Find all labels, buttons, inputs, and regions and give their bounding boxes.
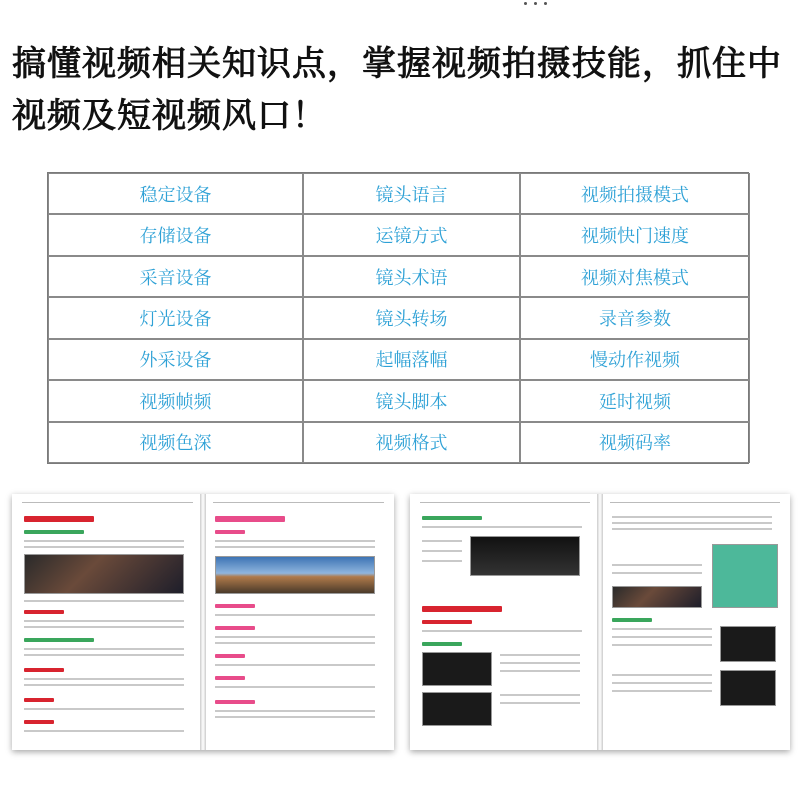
subsection-heading xyxy=(24,530,84,534)
text-line xyxy=(612,572,702,574)
running-header xyxy=(610,502,780,503)
text-line xyxy=(612,682,712,684)
topic-cell: 运镜方式 xyxy=(303,214,520,255)
text-line xyxy=(612,522,772,524)
subsection-heading xyxy=(215,626,255,630)
book-page xyxy=(203,494,394,750)
topic-cell: 录音参数 xyxy=(520,297,750,338)
text-line xyxy=(24,626,184,628)
section-heading xyxy=(422,606,502,612)
running-header xyxy=(22,502,193,503)
topic-cell: 视频色深 xyxy=(48,422,303,463)
text-line xyxy=(24,600,184,602)
topic-cell: 视频格式 xyxy=(303,422,520,463)
text-line xyxy=(612,674,712,676)
text-line xyxy=(500,670,580,672)
topic-cell: 视频帧频 xyxy=(48,380,303,421)
text-line xyxy=(215,642,375,644)
topic-cell: 灯光设备 xyxy=(48,297,303,338)
running-header xyxy=(213,502,384,503)
topic-table xyxy=(47,172,749,464)
text-line xyxy=(422,540,462,542)
topic-cell: 视频码率 xyxy=(520,422,750,463)
text-line xyxy=(24,730,184,732)
photo xyxy=(720,670,776,706)
book-spine xyxy=(597,494,603,750)
section-heading xyxy=(215,516,285,522)
text-line xyxy=(500,662,580,664)
text-line xyxy=(24,654,184,656)
photo xyxy=(720,626,776,662)
running-header xyxy=(420,502,590,503)
topic-cell: 稳定设备 xyxy=(48,173,303,214)
text-line xyxy=(215,686,375,688)
subsection-heading xyxy=(24,698,54,702)
subsection-heading xyxy=(215,654,245,658)
subsection-heading xyxy=(215,700,255,704)
text-line xyxy=(215,636,375,638)
text-line xyxy=(24,684,184,686)
photo xyxy=(24,554,184,594)
topic-cell: 慢动作视频 xyxy=(520,339,750,380)
text-line xyxy=(24,648,184,650)
text-line xyxy=(422,550,462,552)
text-line xyxy=(612,528,772,530)
topic-cell: 存储设备 xyxy=(48,214,303,255)
photo xyxy=(422,692,492,726)
subsection-heading xyxy=(215,604,255,608)
text-line xyxy=(215,614,375,616)
text-line xyxy=(500,694,580,696)
subsection-heading xyxy=(612,618,652,622)
book-spread-right xyxy=(410,494,790,750)
book-page xyxy=(600,494,790,750)
book-spine xyxy=(200,494,206,750)
text-line xyxy=(612,564,702,566)
photo xyxy=(470,536,580,576)
topic-cell: 延时视频 xyxy=(520,380,750,421)
text-line xyxy=(215,716,375,718)
subsection-heading xyxy=(24,668,64,672)
topic-cell: 镜头语言 xyxy=(303,173,520,214)
subsection-heading xyxy=(422,516,482,520)
text-line xyxy=(24,708,184,710)
book-spread-left xyxy=(12,494,394,750)
headline: 搞懂视频相关知识点，掌握视频拍摄技能，抓住中视频及短视频风口！ xyxy=(12,44,782,136)
text-line xyxy=(612,690,712,692)
text-line xyxy=(612,628,712,630)
photo xyxy=(612,586,702,608)
photo xyxy=(215,556,375,594)
topic-cell: 起幅落幅 xyxy=(303,339,520,380)
subsection-heading xyxy=(215,530,245,534)
text-line xyxy=(612,516,772,518)
text-line xyxy=(24,678,184,680)
book-page xyxy=(410,494,600,750)
topic-cell: 采音设备 xyxy=(48,256,303,297)
topic-cell: 视频拍摄模式 xyxy=(520,173,750,214)
decorative-dots xyxy=(520,0,560,10)
text-line xyxy=(422,560,462,562)
topic-cell: 镜头脚本 xyxy=(303,380,520,421)
topic-cell: 视频对焦模式 xyxy=(520,256,750,297)
text-line xyxy=(24,546,184,548)
text-line xyxy=(612,636,712,638)
photo xyxy=(422,652,492,686)
topic-cell: 镜头术语 xyxy=(303,256,520,297)
section-heading xyxy=(24,516,94,522)
text-line xyxy=(422,630,582,632)
text-line xyxy=(215,546,375,548)
subsection-heading xyxy=(24,610,64,614)
subsection-heading xyxy=(422,620,472,624)
text-line xyxy=(215,710,375,712)
text-line xyxy=(215,664,375,666)
subsection-heading xyxy=(24,638,94,642)
book-page xyxy=(12,494,203,750)
text-line xyxy=(422,526,582,528)
topic-cell: 镜头转场 xyxy=(303,297,520,338)
text-line xyxy=(24,540,184,542)
topic-cell: 外采设备 xyxy=(48,339,303,380)
subsection-heading xyxy=(24,720,54,724)
topic-cell: 视频快门速度 xyxy=(520,214,750,255)
chart-image xyxy=(712,544,778,608)
subsection-heading xyxy=(215,676,245,680)
subsection-heading xyxy=(422,642,462,646)
text-line xyxy=(612,644,712,646)
text-line xyxy=(500,702,580,704)
text-line xyxy=(215,540,375,542)
text-line xyxy=(24,620,184,622)
text-line xyxy=(500,654,580,656)
